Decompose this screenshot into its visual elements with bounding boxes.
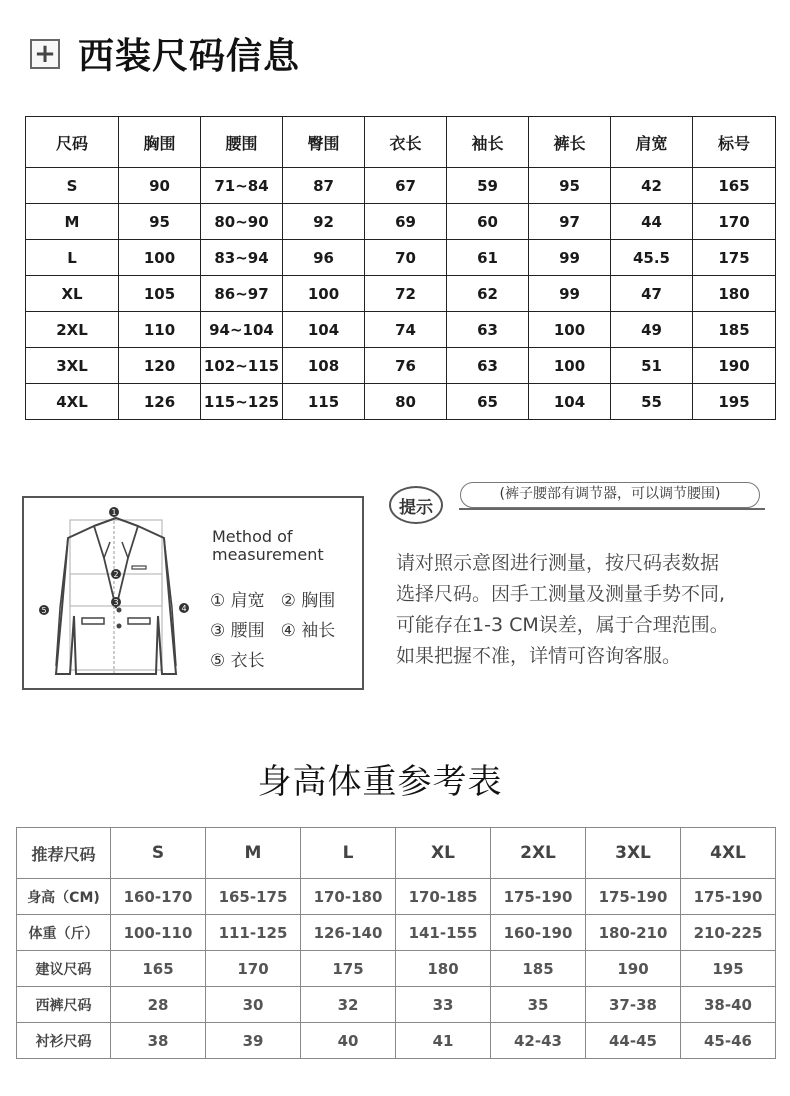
column-header: 标号	[693, 117, 776, 168]
table-cell: 180	[693, 276, 776, 312]
svg-text:5: 5	[41, 606, 47, 615]
table-cell: 126-140	[301, 915, 396, 951]
table-cell: 100	[283, 276, 365, 312]
table-row	[26, 204, 776, 240]
table-cell: 41	[396, 1023, 491, 1059]
table-cell: 63	[447, 348, 529, 384]
measurement-legend	[210, 586, 335, 676]
table-cell: 95	[529, 168, 611, 204]
table-cell: 37-38	[586, 987, 681, 1023]
table-cell: L	[26, 240, 119, 276]
table-cell: 80	[365, 384, 447, 420]
tip-divider	[459, 508, 765, 510]
row-label: 衬衫尺码	[17, 1023, 111, 1059]
marker-5	[39, 605, 49, 615]
table-cell: 38-40	[681, 987, 776, 1023]
table-cell: 38	[111, 1023, 206, 1059]
table-cell: 195	[681, 951, 776, 987]
tip-note: (裤子腰部有调节器，可以调节腰围)	[460, 482, 760, 508]
table-cell: 120	[119, 348, 201, 384]
table-cell: 180-210	[586, 915, 681, 951]
table-cell: 51	[611, 348, 693, 384]
table-cell: 175	[301, 951, 396, 987]
method-line-1: Method of	[212, 527, 293, 546]
table-cell: 55	[611, 384, 693, 420]
table-cell: 111-125	[206, 915, 301, 951]
table-cell: 30	[206, 987, 301, 1023]
table-cell: 35	[491, 987, 586, 1023]
column-header: 尺码	[26, 117, 119, 168]
column-header: 4XL	[681, 828, 776, 879]
jacket-outline	[56, 518, 176, 674]
table-cell: 185	[491, 951, 586, 987]
table-cell: 126	[119, 384, 201, 420]
column-header: 肩宽	[611, 117, 693, 168]
jacket-notch	[104, 542, 128, 558]
table-cell: 61	[447, 240, 529, 276]
table-cell: 69	[365, 204, 447, 240]
column-header: 臀围	[283, 117, 365, 168]
table-cell: 95	[119, 204, 201, 240]
page-title: 西装尺码信息	[78, 36, 301, 77]
column-header: 胸围	[119, 117, 201, 168]
table-cell: 210-225	[681, 915, 776, 951]
row-label: 身高（CM)	[17, 879, 111, 915]
table-cell: 45-46	[681, 1023, 776, 1059]
table-cell: 87	[283, 168, 365, 204]
table-row	[17, 1023, 776, 1059]
table-cell: 86~97	[201, 276, 283, 312]
table-cell: 2XL	[26, 312, 119, 348]
table-cell: 170-180	[301, 879, 396, 915]
legend-shoulder: ① 肩宽	[210, 591, 265, 611]
table-cell: 3XL	[26, 348, 119, 384]
height-weight-title: 身高体重参考表	[257, 762, 503, 802]
marker-3	[111, 597, 121, 607]
table-cell: 97	[529, 204, 611, 240]
tip-line-3: 可能存在1-3 CM误差，属于合理范围。	[396, 614, 729, 636]
table-cell: 100-110	[111, 915, 206, 951]
table-cell: 104	[529, 384, 611, 420]
row-label: 建议尺码	[17, 951, 111, 987]
table-cell: 33	[396, 987, 491, 1023]
table-cell: 165	[111, 951, 206, 987]
marker-2	[111, 569, 121, 579]
table-cell: 102~115	[201, 348, 283, 384]
method-caption	[212, 528, 324, 564]
table-cell: 40	[301, 1023, 396, 1059]
table-cell: 63	[447, 312, 529, 348]
table-cell: 32	[301, 987, 396, 1023]
legend-length: ⑤ 衣长	[210, 651, 265, 671]
marker-4	[179, 603, 189, 613]
table-cell: 141-155	[396, 915, 491, 951]
table-cell: 175-190	[681, 879, 776, 915]
table-cell: 115	[283, 384, 365, 420]
table-cell: S	[26, 168, 119, 204]
marker-1	[109, 507, 119, 517]
table-cell: 92	[283, 204, 365, 240]
table-cell: 47	[611, 276, 693, 312]
table-cell: 60	[447, 204, 529, 240]
column-header: M	[206, 828, 301, 879]
hw-table-header	[17, 828, 776, 879]
table-cell: 105	[119, 276, 201, 312]
table-cell: 96	[283, 240, 365, 276]
column-header: XL	[396, 828, 491, 879]
suit-table-header	[26, 117, 776, 168]
table-cell: 67	[365, 168, 447, 204]
section-header	[30, 28, 300, 79]
legend-chest: ② 胸围	[280, 591, 336, 611]
tip-line-2: 选择尺码。因手工测量及测量手势不同,	[396, 583, 726, 605]
table-row	[26, 384, 776, 420]
column-header: 裤长	[529, 117, 611, 168]
measurement-diagram	[22, 496, 364, 690]
table-cell: 42	[611, 168, 693, 204]
table-cell: 180	[396, 951, 491, 987]
svg-text:3: 3	[113, 598, 119, 607]
row-label: 体重（斤）	[17, 915, 111, 951]
table-row	[26, 312, 776, 348]
column-header: 腰围	[201, 117, 283, 168]
tip-line-1: 请对照示意图进行测量，按尺码表数据	[396, 552, 720, 574]
table-cell: 45.5	[611, 240, 693, 276]
table-row	[17, 915, 776, 951]
table-cell: 195	[693, 384, 776, 420]
table-cell: 80~90	[201, 204, 283, 240]
table-cell: 4XL	[26, 384, 119, 420]
column-header: L	[301, 828, 396, 879]
column-header: 2XL	[491, 828, 586, 879]
table-row	[26, 168, 776, 204]
table-cell: 71~84	[201, 168, 283, 204]
column-header: S	[111, 828, 206, 879]
table-row	[26, 276, 776, 312]
table-cell: 185	[693, 312, 776, 348]
table-cell: 62	[447, 276, 529, 312]
row-label: 西裤尺码	[17, 987, 111, 1023]
table-cell: 28	[111, 987, 206, 1023]
table-row	[17, 879, 776, 915]
table-cell: 110	[119, 312, 201, 348]
table-cell: 94~104	[201, 312, 283, 348]
table-row	[26, 348, 776, 384]
table-cell: 72	[365, 276, 447, 312]
table-cell: 100	[529, 348, 611, 384]
table-cell: 175-190	[491, 879, 586, 915]
column-header: 3XL	[586, 828, 681, 879]
table-cell: 104	[283, 312, 365, 348]
table-cell: 190	[693, 348, 776, 384]
jacket-lapel	[94, 526, 138, 608]
table-cell: 39	[206, 1023, 301, 1059]
table-cell: 160-170	[111, 879, 206, 915]
plus-box-icon: +	[30, 39, 60, 69]
table-cell: 100	[119, 240, 201, 276]
button-2	[117, 624, 122, 629]
svg-text:1: 1	[111, 508, 117, 517]
table-cell: 170-185	[396, 879, 491, 915]
tip-badge: 提示	[389, 486, 443, 524]
right-pocket	[128, 618, 150, 624]
table-cell: 108	[283, 348, 365, 384]
table-cell: 190	[586, 951, 681, 987]
table-cell: XL	[26, 276, 119, 312]
table-cell: 76	[365, 348, 447, 384]
table-cell: 100	[529, 312, 611, 348]
button-1	[117, 608, 122, 613]
table-cell: 74	[365, 312, 447, 348]
table-cell: M	[26, 204, 119, 240]
table-row	[26, 240, 776, 276]
table-cell: 165	[693, 168, 776, 204]
legend-waist: ③ 腰围	[210, 621, 265, 641]
height-weight-table	[16, 827, 776, 1059]
table-cell: 165-175	[206, 879, 301, 915]
table-cell: 90	[119, 168, 201, 204]
suit-size-table	[25, 116, 776, 420]
breast-pocket	[132, 566, 146, 569]
tip-body	[396, 548, 788, 672]
tip-line-4: 如果把握不准，详情可咨询客服。	[396, 645, 682, 667]
table-cell: 42-43	[491, 1023, 586, 1059]
table-cell: 170	[693, 204, 776, 240]
table-cell: 175	[693, 240, 776, 276]
table-cell: 44-45	[586, 1023, 681, 1059]
column-header: 衣长	[365, 117, 447, 168]
table-cell: 170	[206, 951, 301, 987]
legend-sleeve: ④ 袖长	[280, 621, 336, 641]
column-header: 推荐尺码	[17, 828, 111, 879]
svg-text:2: 2	[113, 570, 119, 579]
table-cell: 99	[529, 240, 611, 276]
table-cell: 115~125	[201, 384, 283, 420]
table-cell: 83~94	[201, 240, 283, 276]
method-line-2: measurement	[212, 545, 324, 564]
table-cell: 99	[529, 276, 611, 312]
jacket-length-guide	[70, 520, 162, 670]
left-pocket	[82, 618, 104, 624]
table-row	[17, 951, 776, 987]
table-cell: 175-190	[586, 879, 681, 915]
table-cell: 59	[447, 168, 529, 204]
table-row	[17, 987, 776, 1023]
table-cell: 49	[611, 312, 693, 348]
table-cell: 65	[447, 384, 529, 420]
table-cell: 160-190	[491, 915, 586, 951]
column-header: 袖长	[447, 117, 529, 168]
svg-text:4: 4	[181, 604, 187, 613]
table-cell: 44	[611, 204, 693, 240]
table-cell: 70	[365, 240, 447, 276]
